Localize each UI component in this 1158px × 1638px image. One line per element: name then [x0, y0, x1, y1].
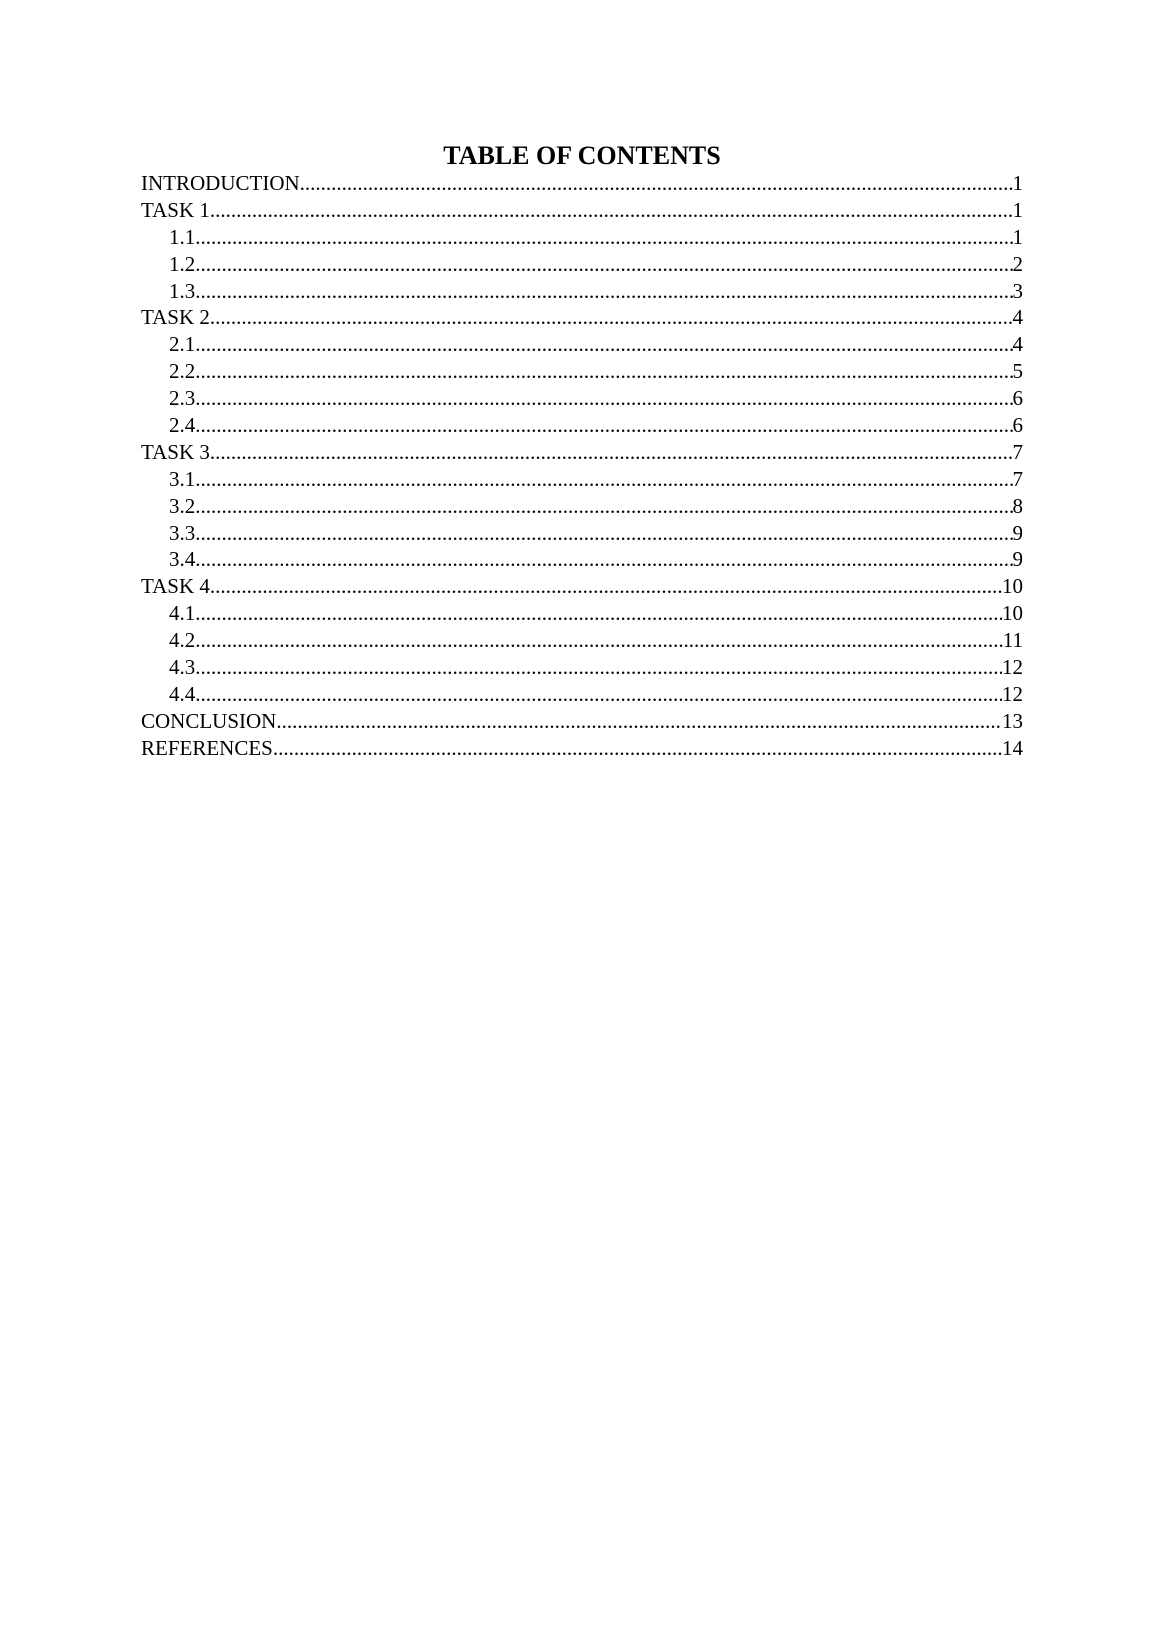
- toc-entry-page-number: 1: [1012, 171, 1023, 195]
- toc-entry-label: 2.1: [169, 332, 196, 357]
- toc-entry-label: 2.4: [169, 413, 196, 438]
- toc-entry-page-number: 12: [1002, 681, 1023, 706]
- toc-entry-page-number: 4: [1012, 332, 1023, 357]
- toc-entry[interactable]: [141, 708, 1023, 735]
- toc-entry-page-number: 5: [1012, 359, 1023, 384]
- toc-dot-leader: [195, 493, 1012, 520]
- toc-entry[interactable]: [141, 304, 1023, 331]
- toc-entry[interactable]: [141, 681, 1023, 708]
- toc-entry-page-number: 14: [1002, 735, 1023, 760]
- toc-entry-page-number: 2: [1012, 251, 1023, 276]
- toc-dot-leader: [195, 466, 1012, 493]
- toc-entry-page-number: 7: [1012, 439, 1023, 464]
- toc-entry-label: 2.2: [169, 359, 196, 384]
- toc-entry[interactable]: [141, 735, 1023, 762]
- toc-dot-leader: [195, 385, 1012, 412]
- toc-entry-label: 1.3: [169, 278, 196, 303]
- toc-entry-label: CONCLUSION: [141, 708, 277, 733]
- toc-dot-leader: [276, 708, 1002, 735]
- toc-entry[interactable]: [141, 654, 1023, 681]
- toc-title: TABLE OF CONTENTS: [443, 141, 721, 170]
- toc-entry-label: REFERENCES: [141, 735, 273, 760]
- toc-dot-leader: [195, 681, 1002, 708]
- toc-entry-page-number: 12: [1002, 655, 1023, 680]
- toc-dot-leader: [273, 735, 1002, 762]
- toc-entry[interactable]: [141, 251, 1023, 278]
- toc-entry-page-number: 7: [1012, 466, 1023, 491]
- toc-entry[interactable]: [141, 600, 1023, 627]
- toc-entry-label: TASK 4: [141, 574, 210, 599]
- toc-entry-page-number: 6: [1012, 413, 1023, 438]
- toc-entry-label: 1.2: [169, 251, 196, 276]
- toc-dot-leader: [195, 520, 1012, 547]
- toc-entry[interactable]: [141, 573, 1023, 600]
- toc-entry-page-number: 3: [1012, 278, 1023, 303]
- toc-entry-page-number: 9: [1012, 547, 1023, 572]
- toc-entry[interactable]: [141, 520, 1023, 547]
- toc-list: [141, 170, 1023, 762]
- toc-dot-leader: [210, 304, 1013, 331]
- toc-dot-leader: [195, 600, 1002, 627]
- toc-entry-label: 3.2: [169, 493, 196, 518]
- toc-entry-page-number: 9: [1012, 520, 1023, 545]
- toc-entry[interactable]: [141, 224, 1023, 251]
- toc-dot-leader: [195, 358, 1012, 385]
- toc-entry-page-number: 13: [1002, 708, 1023, 733]
- toc-entry-label: TASK 2: [141, 305, 210, 330]
- toc-dot-leader: [195, 278, 1012, 305]
- toc-entry[interactable]: [141, 493, 1023, 520]
- toc-entry[interactable]: [141, 170, 1023, 197]
- toc-dot-leader: [195, 627, 1003, 654]
- toc-entry[interactable]: [141, 278, 1023, 305]
- toc-entry-label: INTRODUCTION: [141, 171, 300, 195]
- toc-entry-page-number: 4: [1012, 305, 1023, 330]
- toc-dot-leader: [210, 439, 1013, 466]
- table-of-contents: [141, 140, 1023, 762]
- toc-dot-leader: [195, 251, 1012, 278]
- toc-entry-label: 3.3: [169, 520, 196, 545]
- toc-entry-page-number: 11: [1002, 628, 1023, 653]
- toc-entry-label: 2.3: [169, 386, 196, 411]
- toc-dot-leader: [300, 170, 1013, 197]
- toc-entry-label: 1.1: [169, 224, 196, 249]
- toc-entry-label: TASK 1: [141, 197, 210, 222]
- toc-entry[interactable]: [141, 546, 1023, 573]
- toc-entry[interactable]: [141, 439, 1023, 466]
- toc-entry-label: 4.2: [169, 628, 196, 653]
- toc-entry[interactable]: [141, 412, 1023, 439]
- toc-entry[interactable]: [141, 331, 1023, 358]
- toc-entry[interactable]: [141, 197, 1023, 224]
- toc-dot-leader: [210, 573, 1002, 600]
- toc-entry[interactable]: [141, 385, 1023, 412]
- toc-entry[interactable]: [141, 358, 1023, 385]
- toc-entry-label: 4.1: [169, 601, 196, 626]
- toc-entry-page-number: 6: [1012, 386, 1023, 411]
- toc-entry-page-number: 10: [1002, 574, 1023, 599]
- toc-dot-leader: [195, 654, 1002, 681]
- toc-entry-label: 3.4: [169, 547, 196, 572]
- toc-entry[interactable]: [141, 466, 1023, 493]
- toc-dot-leader: [195, 546, 1012, 573]
- toc-entry-page-number: 8: [1012, 493, 1023, 518]
- toc-entry-label: 4.3: [169, 655, 196, 680]
- toc-entry-label: 4.4: [169, 681, 196, 706]
- toc-dot-leader: [195, 412, 1012, 439]
- toc-entry-label: TASK 3: [141, 439, 210, 464]
- toc-entry-page-number: 1: [1012, 224, 1023, 249]
- toc-dot-leader: [210, 197, 1013, 224]
- toc-dot-leader: [195, 331, 1012, 358]
- toc-entry[interactable]: [141, 627, 1023, 654]
- toc-entry-page-number: 10: [1002, 601, 1023, 626]
- toc-dot-leader: [195, 224, 1012, 251]
- toc-entry-label: 3.1: [169, 466, 196, 491]
- toc-entry-page-number: 1: [1012, 197, 1023, 222]
